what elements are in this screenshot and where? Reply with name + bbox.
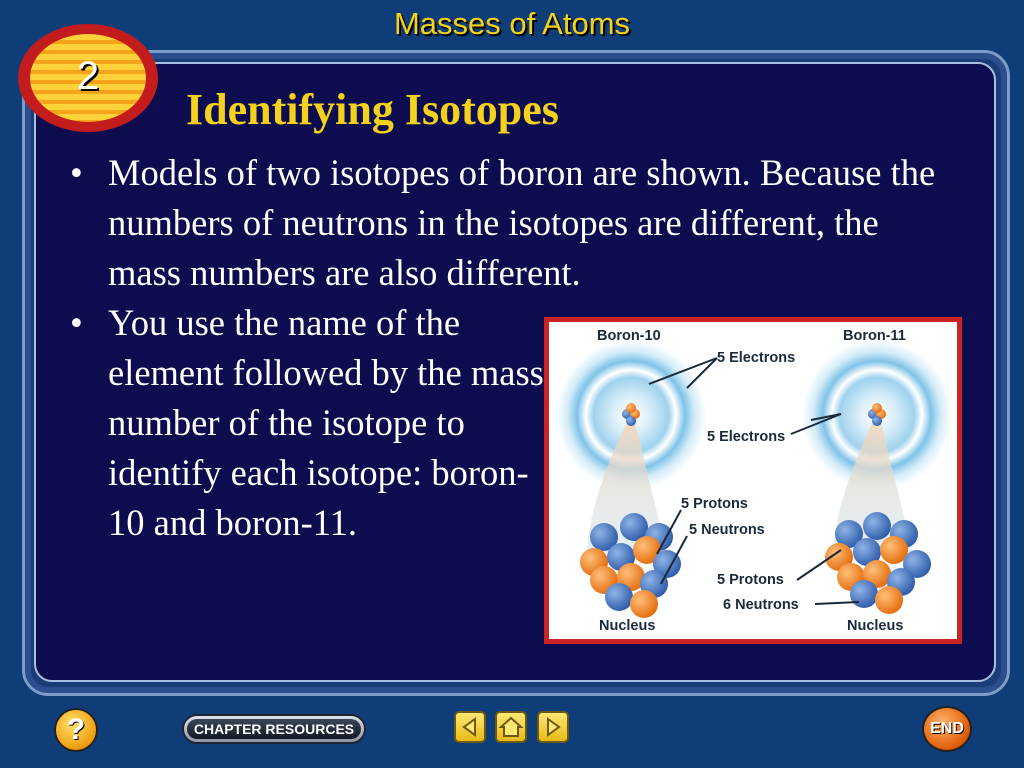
nucleus-model <box>825 512 931 614</box>
boron-10-label: Boron-10 <box>597 328 661 344</box>
home-button[interactable] <box>495 711 527 743</box>
right-nucleus-label: Nucleus <box>847 618 904 634</box>
help-button[interactable]: ? <box>54 708 98 752</box>
previous-button[interactable] <box>454 711 486 743</box>
bullet-item: • You use the name of the element followed by the mass number of the isotope to identify each isotope: boron-10 and boron-11. <box>70 298 548 548</box>
home-icon <box>497 713 525 741</box>
boron-11-atom <box>791 340 952 614</box>
end-button[interactable]: END <box>922 706 972 752</box>
figure-canvas <box>549 322 957 639</box>
nucleus-model <box>580 513 681 618</box>
left-protons-label: 5 Protons <box>681 496 748 512</box>
left-nucleus-label: Nucleus <box>599 618 656 634</box>
bullet-item: • Models of two isotopes of boron are shown. Because the numbers of neutrons in the isotopes are different, the mass numbers are also different. <box>70 148 958 298</box>
left-electrons-label: 5 Electrons <box>717 350 796 366</box>
slide-heading: Identifying Isotopes <box>186 85 559 134</box>
section-number: 2 <box>76 54 100 98</box>
triangle-left-icon <box>456 713 484 741</box>
boron-isotopes-figure <box>544 317 962 644</box>
triangle-right-icon <box>539 713 567 741</box>
isotope-illustration <box>549 322 957 639</box>
left-neutrons-label: 5 Neutrons <box>689 522 765 538</box>
right-neutrons-label: 6 Neutrons <box>723 597 799 613</box>
right-protons-label: 5 Protons <box>717 572 784 588</box>
chapter-resources-label: CHAPTER RESOURCES <box>187 719 361 739</box>
chapter-resources-button[interactable] <box>182 714 366 744</box>
page-title: Masses of Atoms <box>393 6 631 41</box>
boron-11-label: Boron-11 <box>843 328 906 344</box>
boron-10-atom <box>556 340 717 618</box>
next-button[interactable] <box>537 711 569 743</box>
right-electrons-label: 5 Electrons <box>707 429 786 445</box>
